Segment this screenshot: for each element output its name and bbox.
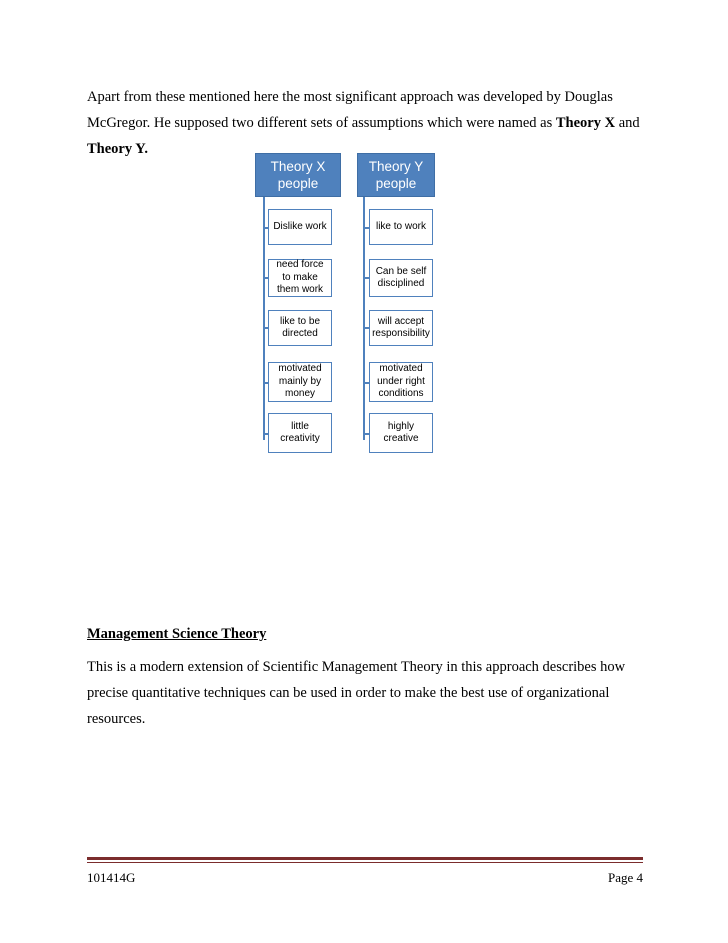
footer-divider xyxy=(87,857,643,860)
theory-x-item: motivated mainly by money xyxy=(268,362,332,402)
theory-y-connector xyxy=(363,277,370,279)
theory-x-connector xyxy=(263,433,269,435)
theory-x-connector xyxy=(263,227,269,229)
theory-y-item: Can be self disciplined xyxy=(369,259,433,297)
theory-x-term: Theory X xyxy=(555,115,616,131)
theory-x-header: Theory X people xyxy=(255,153,341,197)
footer-divider-thin xyxy=(87,862,643,863)
theory-y-connector xyxy=(363,382,370,384)
theory-y-header: Theory Y people xyxy=(357,153,435,197)
theory-x-item: Dislike work xyxy=(268,209,332,245)
and-word: and xyxy=(615,115,640,131)
theory-x-connector xyxy=(263,327,269,329)
theory-y-item: motivated under right conditions xyxy=(369,362,433,402)
intro-paragraph xyxy=(87,84,647,162)
theory-y-item: highly creative xyxy=(369,413,433,453)
theory-x-connector xyxy=(263,277,269,279)
section-paragraph: This is a modern extension of Scientific Management Theory in this approach describes how precise quantitative techniques can be used in order to make the best use of organizational resources. xyxy=(87,659,626,727)
footer-doc-id: 101414G xyxy=(87,870,136,885)
theory-x-item: little creativity xyxy=(268,413,332,453)
theory-y-item: will accept responsibility xyxy=(369,310,433,346)
theory-y-connector xyxy=(363,433,370,435)
theory-y-connector xyxy=(363,227,370,229)
intro-text: Apart from these mentioned here the most significant approach was developed by Douglas McGregor. He supposed two different sets of assumptions which were named as xyxy=(87,89,613,131)
theory-y-connector-vertical xyxy=(363,197,365,440)
theory-y-term: Theory Y. xyxy=(87,141,148,157)
theory-x-item: need force to make them work xyxy=(268,259,332,297)
theory-y-item: like to work xyxy=(369,209,433,245)
theory-x-connector-vertical xyxy=(263,197,265,440)
section-heading: Management Science Theory xyxy=(87,626,267,642)
theory-x-item: like to be directed xyxy=(268,310,332,346)
footer-page-number: Page 4 xyxy=(607,870,643,885)
theory-x-connector xyxy=(263,382,269,384)
theory-y-connector xyxy=(363,327,370,329)
